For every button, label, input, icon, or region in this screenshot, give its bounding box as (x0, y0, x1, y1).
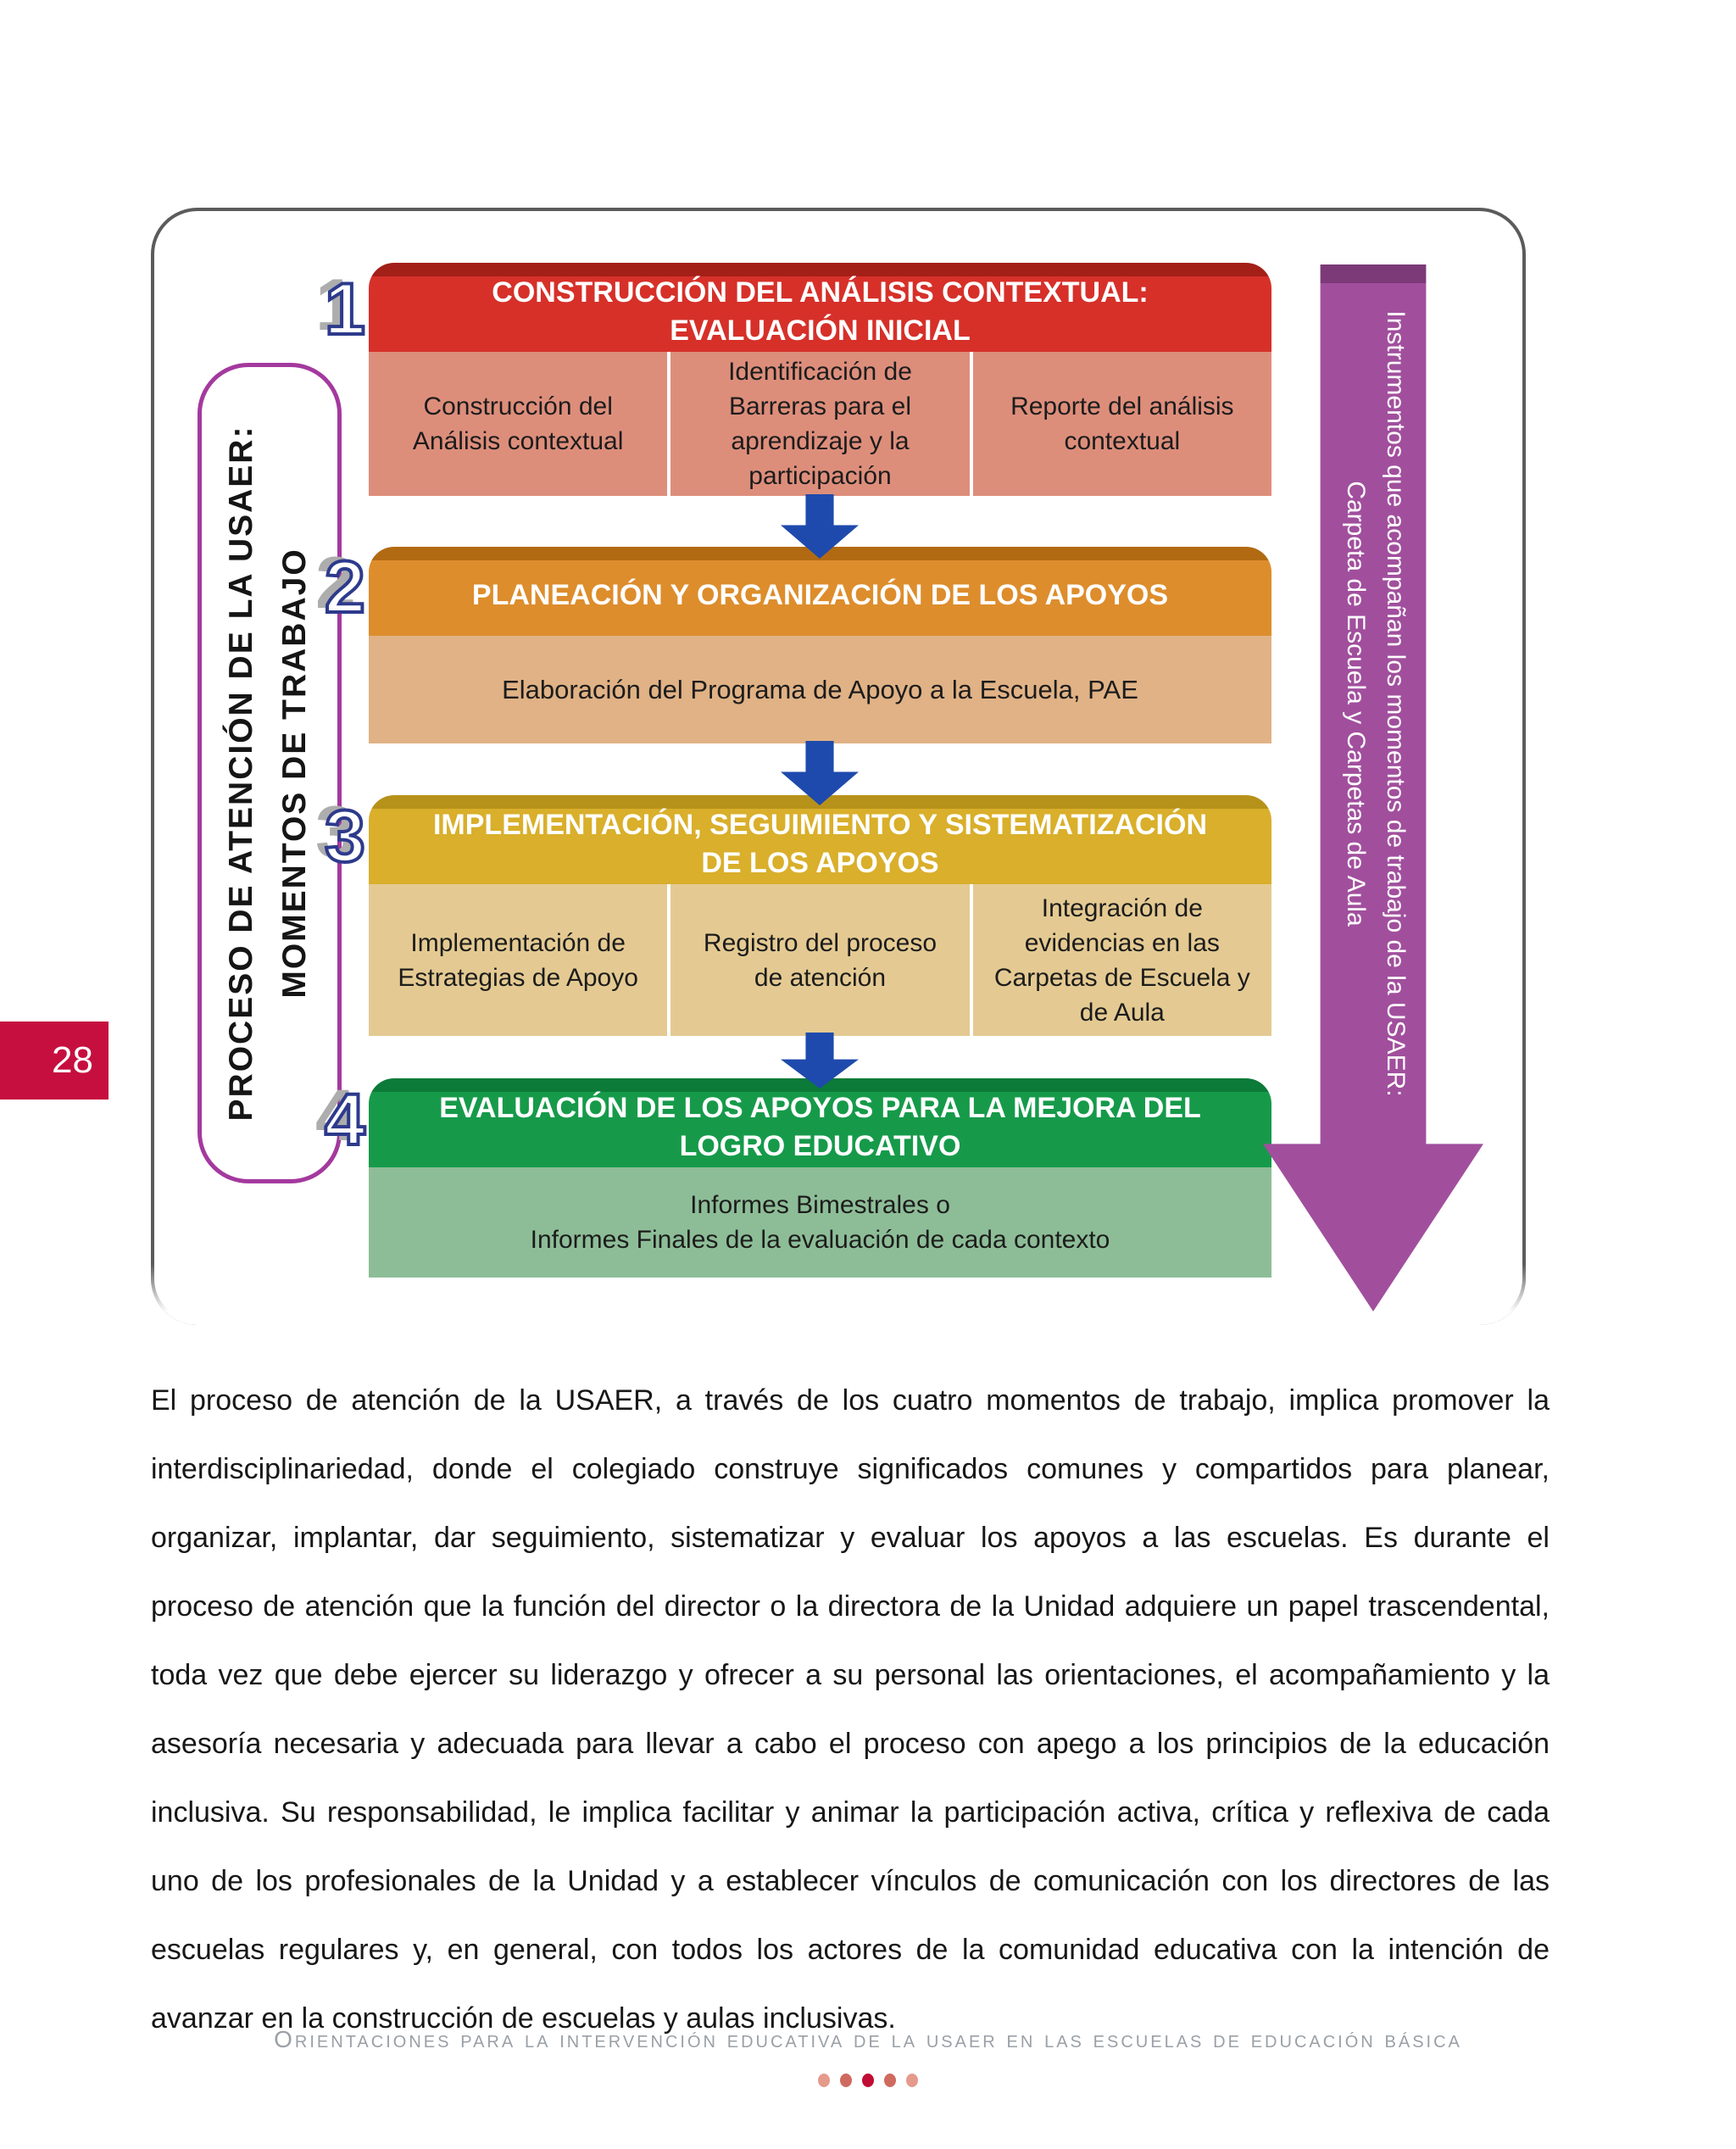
stage-4-title-line2: LOGRO EDUCATIVO (679, 1129, 961, 1162)
stage-1-items (369, 352, 1271, 496)
body-paragraph: El proceso de atención de la USAER, a través de los cuatro momentos de trabajo, implica promover la interdisciplinariedad, donde el colegiado construye significados comunes y compartidos para planear, organizar, implantar, dar seguimiento, sistematizar y evaluar los apoyos a las escuelas. Es durante el proceso de atención que la función del director o la directora de la Unidad adquiere un papel trascendental, toda vez que debe ejercer su liderazgo y ofrecer a su personal las orientaciones, el acompañamiento y la asesoría necesaria y adecuada para llevar a cabo el proceso con apego a los principios de la educación inclusiva. Su responsabilidad, le implica facilitar y animar la participación activa, crítica y reflexiva de cada uno de los profesionales de la Unidad y a establecer vínculos de comunicación con los directores de las escuelas regulares y, en general, con todos los actores de la comunidad educativa con la intención de avanzar en la construcción de escuelas y aulas inclusivas. (151, 1384, 1550, 2035)
stage-4-item-line1: Informes Bimestrales o (690, 1191, 950, 1219)
stage-4-item-line2: Informes Finales de la evaluación de cada contexto (530, 1226, 1110, 1254)
instruments-arrow-label (1331, 280, 1416, 1127)
stage-1-header (369, 263, 1271, 352)
stage-4-items (369, 1167, 1271, 1278)
stage-2-header (369, 547, 1271, 636)
stage-4-title-line1: EVALUACIÓN DE LOS APOYOS PARA LA MEJORA DEL (439, 1091, 1201, 1124)
page-number-badge (0, 1022, 108, 1100)
stage-2-title-line1: PLANEACIÓN Y ORGANIZACIÓN DE LOS APOYOS (471, 579, 1169, 611)
footer-dot (884, 2074, 896, 2087)
footer-dot (906, 2074, 918, 2087)
stage-3-title-line2: DE LOS APOYOS (701, 846, 939, 879)
stage-3-items (369, 884, 1271, 1036)
stage-3-item: Implementación de Estrategias de Apoyo (369, 884, 667, 1036)
stage-1-title-line1: CONSTRUCCIÓN DEL ANÁLISIS CONTEXTUAL: (492, 276, 1149, 309)
footer-dot (818, 2074, 830, 2087)
instruments-arrow-line2: Carpeta de Escuela y Carpetas de Aula (1342, 481, 1370, 927)
process-axis-label-line2: MOMENTOS DE TRABAJO (276, 548, 313, 999)
stage-2-items (369, 636, 1271, 743)
stage-3-item: Registro del proceso de atención (670, 884, 969, 1036)
stage-1-item: Construcción del Análisis contextual (369, 352, 667, 496)
stage-3-header (369, 795, 1271, 884)
stage-4-header (369, 1078, 1271, 1167)
instruments-arrow-line1: Instrumentos que acompañan los momentos de trabajo de la USAER: (1382, 310, 1410, 1097)
stage-3-number: 3 (325, 796, 365, 877)
process-axis-label (214, 370, 325, 1176)
footer-dot (840, 2074, 852, 2087)
footer-dot (862, 2074, 874, 2087)
process-axis-label-line1: PROCESO DE ATENCIÓN DE LA USAER: (223, 425, 259, 1122)
stage-3-item: Integración de evidencias en las Carpetas de Escuela y de Aula (973, 884, 1271, 1036)
stage-4-number: 4 (325, 1079, 365, 1161)
stage-2-item: Elaboración del Programa de Apoyo a la Escuela, PAE (369, 636, 1271, 743)
stage-1-number: 1 (325, 269, 365, 350)
stage-4-item (369, 1167, 1271, 1278)
stage-2-number: 2 (325, 547, 365, 628)
footer-title: Orientaciones para la intervención educativa de la usaer en las escuelas de educación básica (274, 2026, 1462, 2052)
stage-3-title-line1: IMPLEMENTACIÓN, SEGUIMIENTO Y SISTEMATIZACIÓN (432, 808, 1208, 841)
stage-1-item: Reporte del análisis contextual (973, 352, 1271, 496)
stage-1-title-line2: EVALUACIÓN INICIAL (670, 314, 971, 347)
page-number: 28 (52, 1039, 93, 1081)
stage-1-item: Identificación de Barreras para el aprendizaje y la participación (670, 352, 969, 496)
footer-dots (0, 2074, 1736, 2087)
